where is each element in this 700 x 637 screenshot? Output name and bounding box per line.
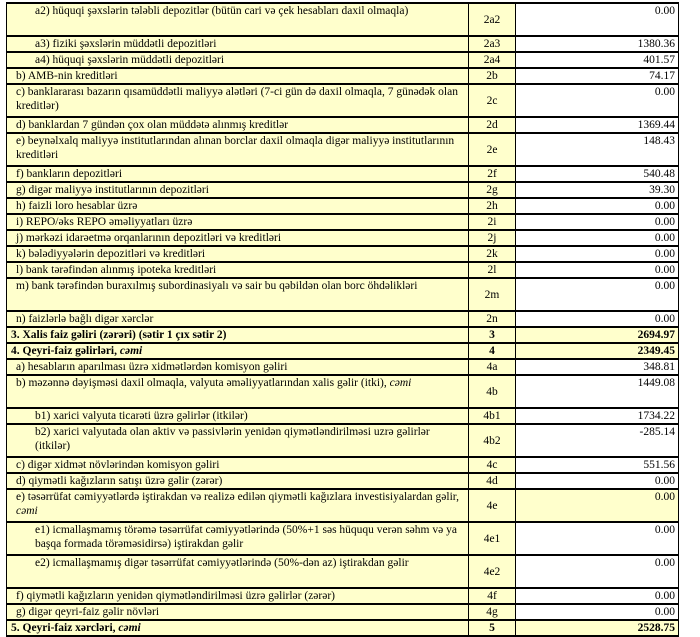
row-value-cell: 0.00: [516, 522, 679, 555]
row-code-cell: 3: [469, 327, 516, 343]
row-value-cell: 551.56: [516, 457, 679, 473]
row-code-cell: 2l: [469, 262, 516, 278]
row-label-emphasis: cəmi: [16, 505, 38, 517]
row-code-cell: 4b1: [469, 408, 516, 424]
row-code-cell: 2a2: [469, 3, 516, 36]
row-label-emphasis: cəmi: [119, 345, 143, 357]
table-row: [7, 52, 679, 68]
row-value-cell: 1449.08: [516, 375, 679, 408]
row-description-cell: [7, 3, 469, 36]
row-description-cell: [7, 311, 469, 327]
row-description-cell: [7, 424, 469, 457]
row-label: a2) hüquqi şəxslərin tələbli depozitlər (bütün cari və çek hesabları daxil olmaqla): [35, 5, 409, 17]
table-row: [7, 359, 679, 375]
table-row: [7, 489, 679, 522]
row-description-cell: [7, 457, 469, 473]
row-description-cell: [7, 117, 469, 133]
table-row: [7, 311, 679, 327]
row-description-cell: [7, 375, 469, 408]
row-value-cell: 0.00: [516, 262, 679, 278]
row-code-cell: 2i: [469, 214, 516, 230]
row-label-emphasis: cəmi: [118, 622, 141, 634]
table-row: [7, 214, 679, 230]
row-description-cell: [7, 52, 469, 68]
row-label: g) digər qeyri-faiz gəlir növləri: [16, 606, 160, 618]
row-label: 5. Qeyri-faiz xərcləri,: [11, 622, 119, 634]
row-code-cell: 2h: [469, 198, 516, 214]
row-code-cell: 4: [469, 343, 516, 359]
row-description-cell: [7, 36, 469, 52]
row-description-cell: [7, 133, 469, 166]
row-label: 4. Qeyri-faiz gəlirləri,: [11, 345, 120, 357]
table-row: [7, 604, 679, 620]
row-value-cell: 0.00: [516, 473, 679, 489]
row-description-cell: [7, 588, 469, 604]
row-code-cell: 2m: [469, 278, 516, 311]
row-code-cell: 4e2: [469, 555, 516, 588]
row-value-cell: -285.14: [516, 424, 679, 457]
row-description-cell: [7, 489, 469, 522]
row-value-cell: 2528.75: [516, 620, 679, 636]
row-code-cell: 2n: [469, 311, 516, 327]
row-description-cell: [7, 278, 469, 311]
table-row: [7, 555, 679, 588]
row-value-cell: 1369.44: [516, 117, 679, 133]
row-label: a) hesabların aparılması üzrə xidmətlərdən komisyon gəliri: [16, 361, 288, 373]
row-label: d) qiymətli kağızların satışı üzrə gəlir (zərər): [16, 475, 223, 487]
row-label: e2) icmallaşmamış digər təsərrüfat cəmiyyətlərində (50%-dən az) iştirakdan gəlir: [35, 557, 409, 569]
row-label: 3. Xalis faiz gəliri (zərəri) (sətir 1 çıx sətir 2): [11, 329, 227, 341]
table-row: [7, 424, 679, 457]
row-description-cell: [7, 359, 469, 375]
row-value-cell: 348.81: [516, 359, 679, 375]
row-label: d) banklardan 7 gündən çox olan müddətə alınmış kreditlər: [16, 119, 289, 131]
row-value-cell: 0.00: [516, 84, 679, 117]
table-row: [7, 343, 679, 359]
row-code-cell: 2c: [469, 84, 516, 117]
table-row: [7, 262, 679, 278]
row-code-cell: 4e1: [469, 522, 516, 555]
row-code-cell: 2j: [469, 230, 516, 246]
row-label: e) təsərrüfat cəmiyyətlərdə iştirakdan və realizə edilən qiymətli kağızlara investisiyalardan gəlir,: [16, 491, 460, 503]
row-value-cell: 0.00: [516, 604, 679, 620]
table-row: [7, 327, 679, 343]
table-row: [7, 375, 679, 408]
row-label: f) bankların depozitləri: [16, 168, 123, 180]
row-code-cell: 4b2: [469, 424, 516, 457]
row-label: b) məzənnə dəyişməsi daxil olmaqla, valyuta əməliyyatlarından xalis gəlir (itki),: [16, 377, 390, 389]
row-code-cell: 5: [469, 620, 516, 636]
table-row: [7, 3, 679, 36]
row-value-cell: 1380.36: [516, 36, 679, 52]
row-value-cell: 0.00: [516, 214, 679, 230]
row-value-cell: 540.48: [516, 166, 679, 182]
row-description-cell: [7, 473, 469, 489]
row-code-cell: 4d: [469, 473, 516, 489]
row-description-cell: [7, 408, 469, 424]
table-row: [7, 84, 679, 117]
row-value-cell: 0.00: [516, 230, 679, 246]
row-value-cell: 39.30: [516, 182, 679, 198]
row-description-cell: [7, 230, 469, 246]
row-description-cell: [7, 214, 469, 230]
table-row: [7, 182, 679, 198]
row-description-cell: [7, 555, 469, 588]
row-code-cell: 4b: [469, 375, 516, 408]
row-code-cell: 4g: [469, 604, 516, 620]
row-label: l) bank tərəfindən alınmış ipoteka kreditləri: [16, 264, 217, 276]
row-value-cell: 0.00: [516, 198, 679, 214]
row-value-cell: 0.00: [516, 588, 679, 604]
row-value-cell: 2694.97: [516, 327, 679, 343]
row-code-cell: 4f: [469, 588, 516, 604]
row-value-cell: 2349.45: [516, 343, 679, 359]
row-description-cell: [7, 198, 469, 214]
financial-table: [6, 2, 679, 637]
table-body: [7, 3, 679, 636]
row-description-cell: [7, 262, 469, 278]
row-label: i) REPO/əks REPO əməliyyatları üzrə: [16, 216, 193, 228]
row-label: h) faizli loro hesablar üzrə: [16, 200, 138, 212]
table-row: [7, 230, 679, 246]
row-label: j) mərkəzi idarəetmə orqanlarının depozitləri və kreditləri: [16, 232, 282, 244]
row-code-cell: 2e: [469, 133, 516, 166]
row-description-cell: [7, 166, 469, 182]
row-code-cell: 2a3: [469, 36, 516, 52]
table-row: [7, 133, 679, 166]
row-description-cell: [7, 327, 469, 343]
row-label: c) digər xidmət növlərindən komisyon gəliri: [16, 459, 220, 471]
row-label: b) AMB-nin kreditləri: [16, 70, 118, 82]
row-value-cell: 401.57: [516, 52, 679, 68]
table-row: [7, 473, 679, 489]
row-value-cell: 0.00: [516, 246, 679, 262]
table-row: [7, 117, 679, 133]
row-value-cell: 0.00: [516, 311, 679, 327]
table-row: [7, 457, 679, 473]
row-description-cell: [7, 182, 469, 198]
row-description-cell: [7, 343, 469, 359]
row-label: b2) xarici valyutada olan aktiv və passivlərin yenidən qiymətləndirilməsi uzrə gəlirlər (itkilər): [35, 426, 430, 452]
row-code-cell: 2b: [469, 68, 516, 84]
row-value-cell: 74.17: [516, 68, 679, 84]
row-value-cell: 0.00: [516, 489, 679, 522]
row-label: c) banklararası bazarın qısamüddətli maliyyə alətləri (7-ci gün də daxil olmaqla, 7 günədək olan kreditlər): [16, 86, 458, 112]
row-label: f) qiymətli kağızların yenidən qiymətləndirilməsi üzrə gəlirlər (zərər): [16, 590, 335, 602]
row-label: a4) hüquqi şəxslərin müddətli depozitləri: [35, 54, 225, 66]
row-label: m) bank tərəfindən buraxılmış subordinasiyalı və sair bu qəbildən olan borc öhdəlikləri: [16, 280, 418, 292]
row-description-cell: [7, 604, 469, 620]
row-code-cell: 2d: [469, 117, 516, 133]
row-label: e) beynəlxalq maliyyə institutlarından alınan borclar daxil olmaqla digər maliyyə institutlarının kreditləri: [16, 135, 455, 161]
row-label: b1) xarici valyuta ticarəti üzrə gəlirlər (itkilər): [35, 410, 248, 422]
row-label: a3) fiziki şəxslərin müddətli depozitləri: [35, 38, 217, 50]
row-code-cell: 4c: [469, 457, 516, 473]
row-label: n) faizlərlə bağlı digər xərclər: [16, 313, 154, 325]
row-value-cell: 0.00: [516, 278, 679, 311]
row-label: e1) icmallaşmamış törəmə təsərrüfat cəmiyyətlərində (50%+1 səs hüququ verən səhm və ya başqa formada törəməsidirsə) iştirakdan gəlir: [35, 524, 457, 550]
table-row: [7, 588, 679, 604]
table-row: [7, 198, 679, 214]
table-row: [7, 522, 679, 555]
row-code-cell: 2k: [469, 246, 516, 262]
row-code-cell: 4e: [469, 489, 516, 522]
row-code-cell: 2f: [469, 166, 516, 182]
row-value-cell: 148.43: [516, 133, 679, 166]
table-row: [7, 278, 679, 311]
row-label: k) bələdiyyələrin depozitləri və kreditləri: [16, 248, 206, 260]
table-row: [7, 68, 679, 84]
row-code-cell: 4a: [469, 359, 516, 375]
table-row: [7, 246, 679, 262]
table-row: [7, 166, 679, 182]
row-label: g) digər maliyyə institutlarının depozitləri: [16, 184, 209, 196]
row-value-cell: 1734.22: [516, 408, 679, 424]
row-label-emphasis: cəmi: [389, 377, 412, 389]
table-row: [7, 36, 679, 52]
row-description-cell: [7, 68, 469, 84]
row-description-cell: [7, 84, 469, 117]
row-value-cell: 0.00: [516, 3, 679, 36]
row-code-cell: 2a4: [469, 52, 516, 68]
row-code-cell: 2g: [469, 182, 516, 198]
row-value-cell: 0.00: [516, 555, 679, 588]
row-description-cell: [7, 522, 469, 555]
table-row: [7, 408, 679, 424]
row-description-cell: [7, 246, 469, 262]
